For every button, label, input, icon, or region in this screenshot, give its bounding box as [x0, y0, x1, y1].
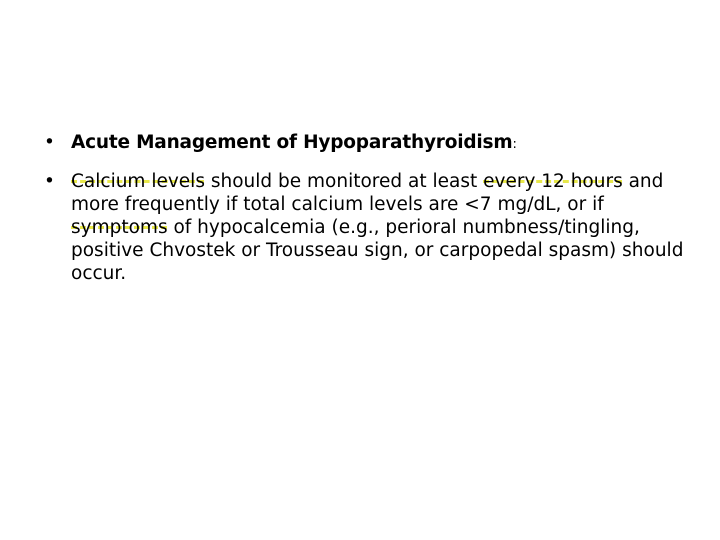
highlight-symptoms: symptoms	[71, 217, 168, 238]
bullet-marker: •	[44, 171, 55, 192]
bullet-marker: •	[44, 132, 55, 153]
heading-title: Acute Management of Hypoparathyroidism	[71, 132, 513, 153]
bullet-list	[44, 131, 684, 285]
heading-colon: :	[512, 137, 517, 152]
bullet-calcium-monitoring	[44, 170, 684, 285]
body-text-3: of hypocalcemia (e.g., perioral numbness/tingling, positive Chvostek or Trousseau sign, or carpopedal spasm) should occur.	[71, 217, 684, 284]
bullet-heading	[44, 131, 684, 156]
highlight-calcium-levels: Calcium levels	[71, 171, 205, 192]
body-text-1: should be monitored at least	[204, 171, 484, 192]
highlight-every-12-hours: every 12 hours	[483, 171, 623, 192]
body-text-2: and more frequently if total calcium levels are <7 mg/dL, or if	[71, 171, 664, 215]
